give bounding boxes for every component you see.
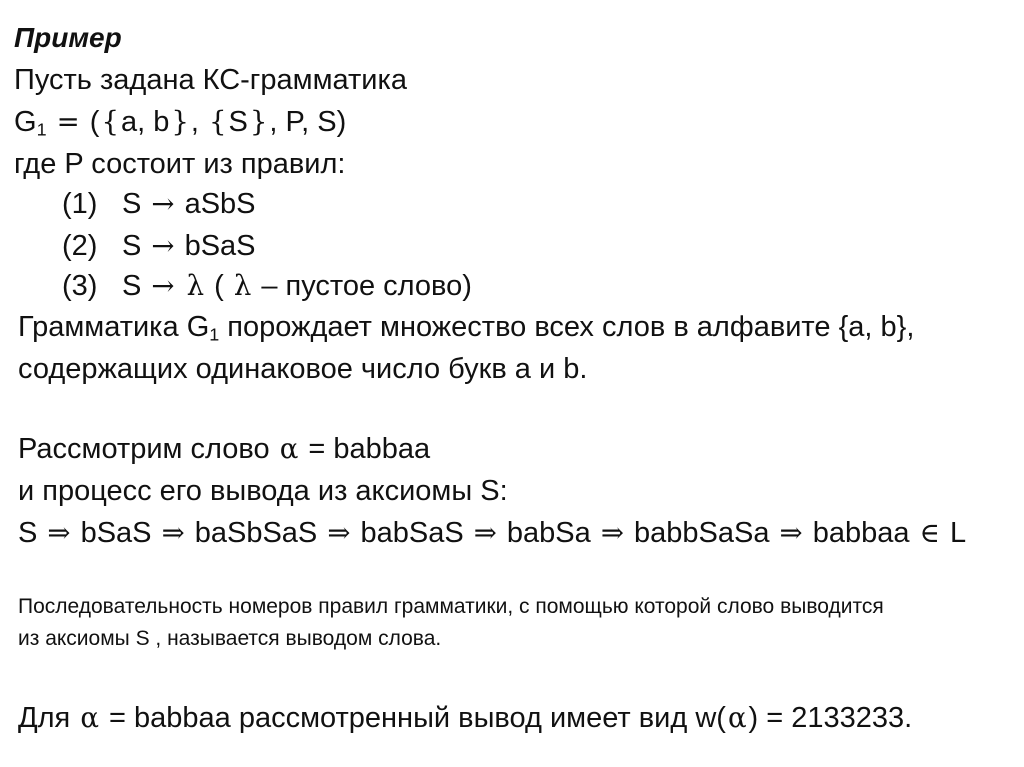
derives-arrow-icon: ⇒ bbox=[779, 517, 803, 549]
derivation-step: S bbox=[18, 517, 38, 549]
rule-item bbox=[62, 228, 256, 264]
open-paren: ( bbox=[89, 106, 100, 138]
conclusion-prefix: Для bbox=[18, 702, 79, 734]
consider-suffix: = babbaa bbox=[300, 433, 431, 465]
derivation-step: bSaS bbox=[80, 517, 152, 549]
consider-word bbox=[18, 431, 430, 467]
statement-part1: Грамматика G bbox=[18, 311, 210, 343]
alpha-symbol: α bbox=[279, 433, 299, 465]
intro-text: Пусть задана КС-грамматика bbox=[14, 64, 407, 96]
rule-note-text: пустое слово) bbox=[285, 270, 472, 302]
alphabet-set: a, b bbox=[120, 106, 170, 138]
conclusion-middle: = babbaa рассмотренный вывод имеет вид w( bbox=[100, 702, 726, 734]
grammar-statement bbox=[18, 309, 914, 345]
rule-arrow-icon: → bbox=[151, 188, 175, 220]
statement-part2: порождает множество всех слов в алфавите {a, b}, bbox=[219, 311, 915, 343]
derivation-step: babbSaSa bbox=[634, 517, 770, 549]
rule-arrow-icon: → bbox=[151, 270, 175, 302]
derives-arrow-icon: ⇒ bbox=[47, 517, 71, 549]
note-line-1: Последовательность номеров правил грамматики, с помощью которой слово выводится bbox=[18, 595, 884, 618]
slide-title: Пример bbox=[14, 22, 122, 53]
derives-arrow-icon: ⇒ bbox=[600, 517, 624, 549]
grammar-definition bbox=[14, 104, 346, 140]
statement-index: 1 bbox=[209, 324, 220, 345]
rule-lhs: S bbox=[122, 270, 142, 302]
derivation-step: babSaS bbox=[360, 517, 464, 549]
set-open-brace: { bbox=[101, 106, 119, 138]
rule-rhs: aSbS bbox=[184, 188, 256, 220]
rules-intro: где P состоит из правил: bbox=[14, 148, 346, 180]
nonterm-close-brace: } bbox=[249, 106, 268, 138]
derives-arrow-icon: ⇒ bbox=[327, 517, 351, 549]
language-symbol: L bbox=[950, 517, 967, 549]
rule-rhs: bSaS bbox=[184, 230, 256, 262]
rule-number: (3) bbox=[62, 270, 98, 302]
consider-prefix: Рассмотрим слово bbox=[18, 433, 278, 465]
rule-number: (2) bbox=[62, 230, 98, 262]
alpha-symbol: α bbox=[727, 702, 747, 734]
rule-number: (1) bbox=[62, 188, 98, 220]
note-line-2: из аксиомы S , называется выводом слова. bbox=[18, 627, 442, 650]
conclusion bbox=[18, 700, 912, 736]
lambda-symbol: λ bbox=[233, 270, 252, 302]
derivation-intro: и процесс его вывода из аксиомы S: bbox=[18, 475, 508, 507]
derivation-chain bbox=[18, 515, 966, 551]
separator: , bbox=[190, 106, 208, 138]
rule-rhs: λ bbox=[186, 270, 205, 302]
derives-arrow-icon: ⇒ bbox=[161, 517, 185, 549]
nonterm-open-brace: { bbox=[209, 106, 227, 138]
grammar-rest: , P, S) bbox=[269, 106, 347, 138]
rule-note-dash: – bbox=[253, 270, 286, 302]
derivation-step: babbaa bbox=[812, 517, 910, 549]
nonterminal-set: S bbox=[228, 106, 248, 138]
rule-note-open: ( bbox=[206, 270, 232, 302]
conclusion-suffix: ) = 2133233. bbox=[748, 702, 913, 734]
rule-item bbox=[62, 186, 256, 222]
alpha-symbol: α bbox=[80, 702, 99, 734]
grammar-index: 1 bbox=[36, 119, 47, 140]
rule-lhs: S bbox=[122, 230, 142, 262]
derivation-step: babSa bbox=[506, 517, 591, 549]
rule-item bbox=[62, 268, 472, 304]
derives-arrow-icon: ⇒ bbox=[473, 517, 497, 549]
set-close-brace: } bbox=[171, 106, 189, 138]
rule-arrow-icon: → bbox=[151, 230, 175, 262]
derivation-step: baSbSaS bbox=[194, 517, 318, 549]
grammar-symbol: G bbox=[14, 106, 37, 138]
element-of-icon: ∈ bbox=[919, 517, 940, 549]
equals-sign: = bbox=[56, 106, 80, 138]
grammar-statement-line2: содержащих одинаковое число букв a и b. bbox=[18, 353, 588, 385]
rule-lhs: S bbox=[122, 188, 142, 220]
